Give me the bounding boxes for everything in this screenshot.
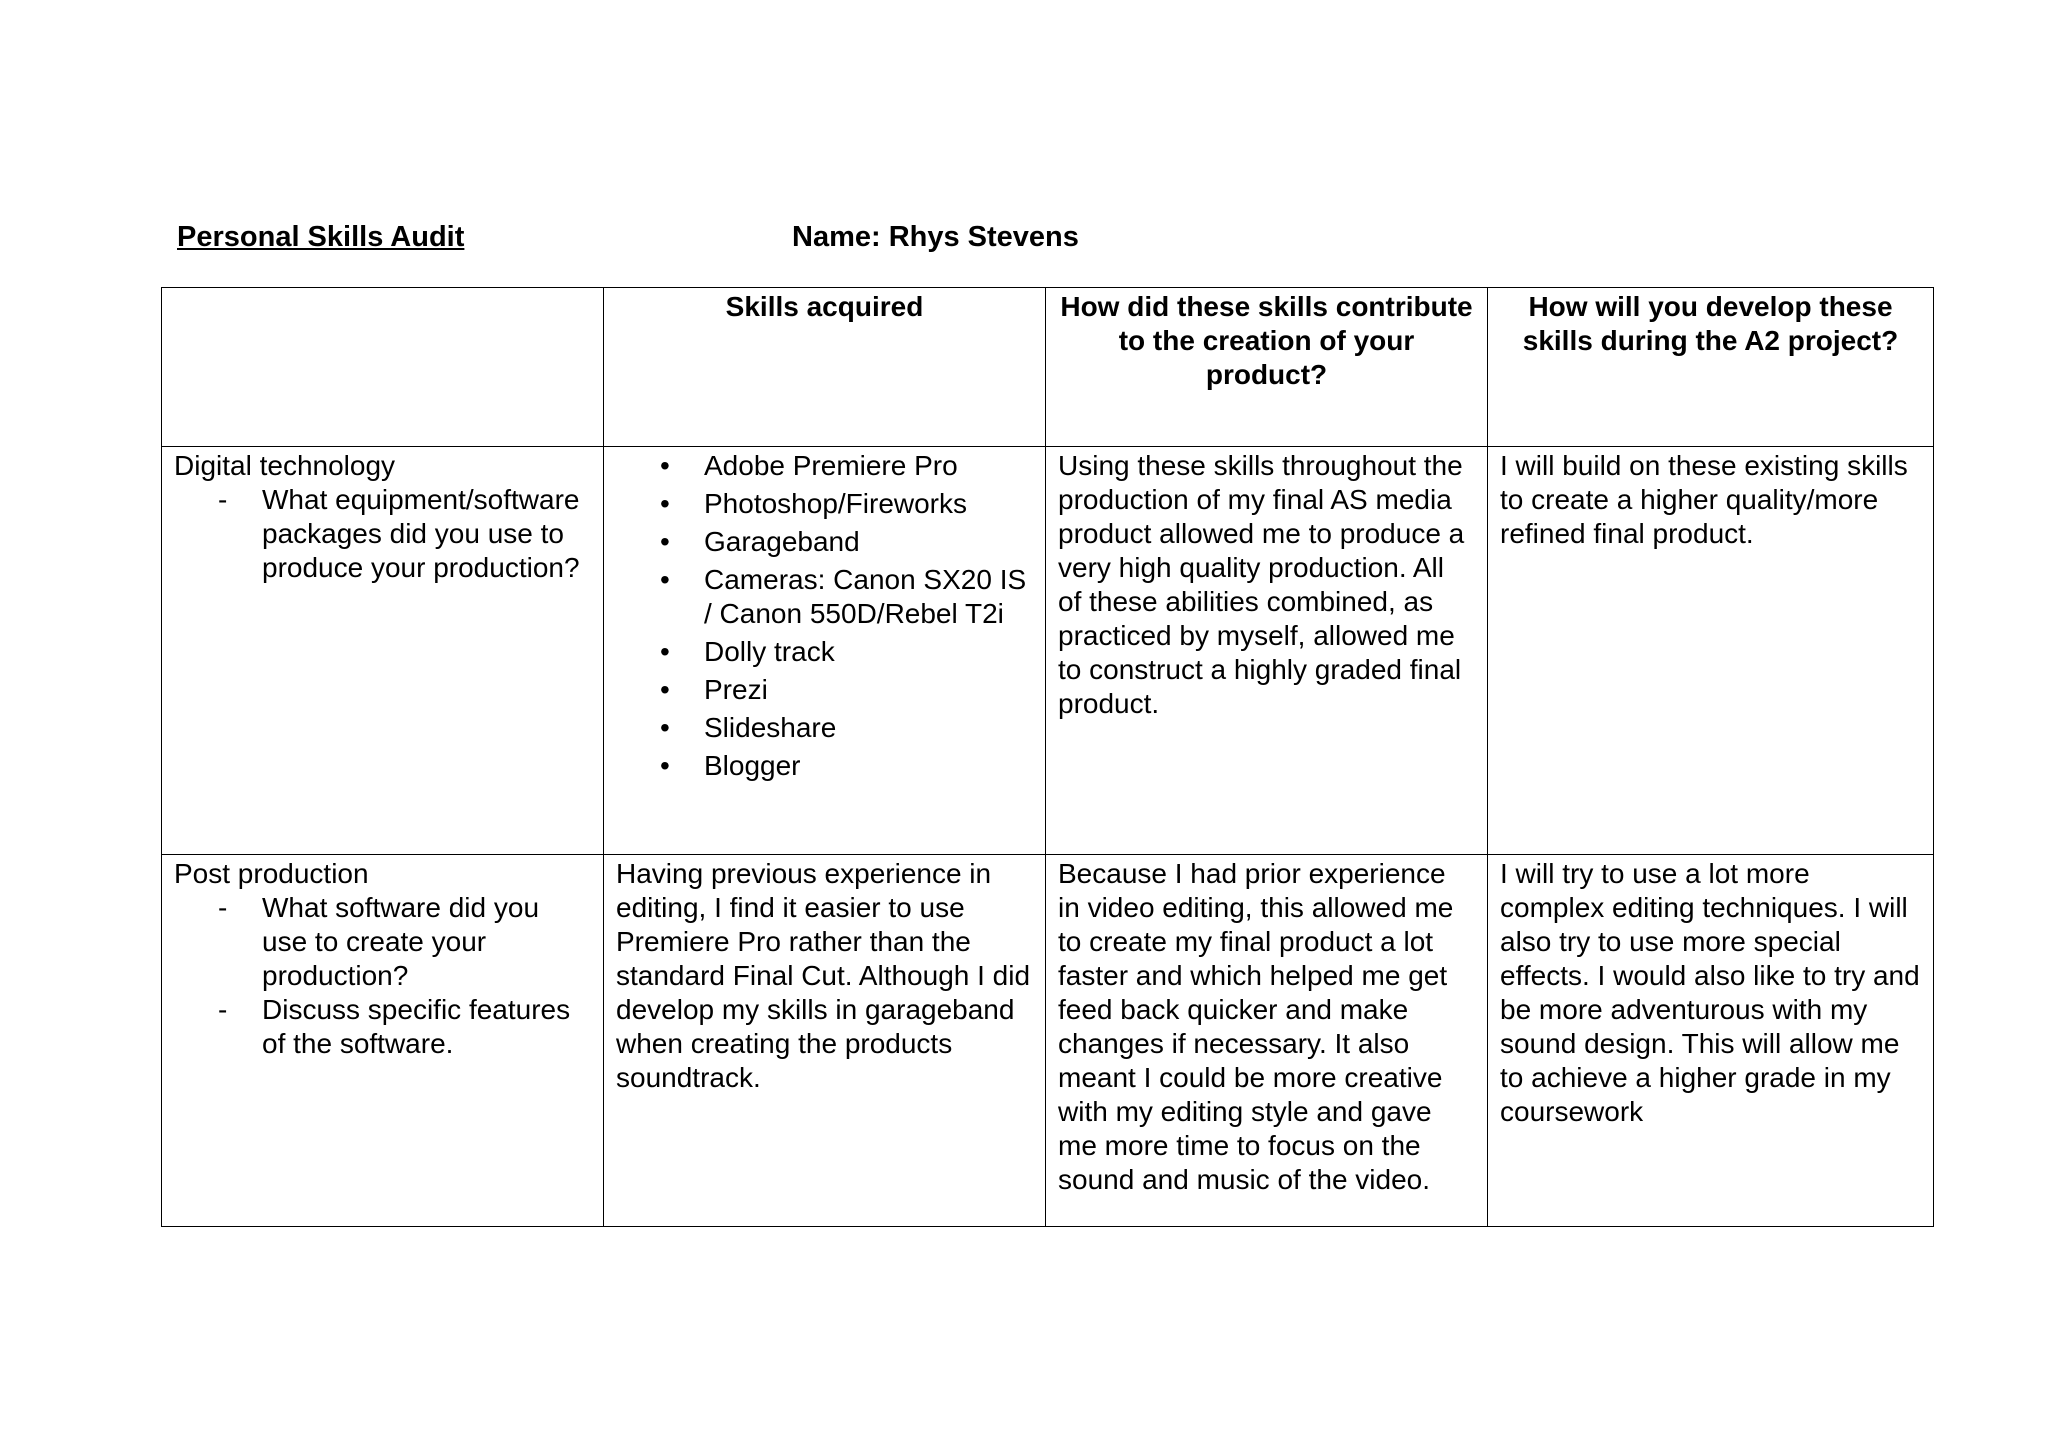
header-development: How will you develop these skills during the A2 project? <box>1488 288 1934 447</box>
skill-item: • Garageband <box>704 525 1033 559</box>
skills-cell: Having previous experience in editing, I find it easier to use Premiere Pro rather than the standard Final Cut. Although I did develop my skills in garageband when creating the products soundtrack. <box>604 855 1046 1227</box>
skills-cell <box>604 447 1046 855</box>
row-prompt-list <box>174 891 591 1061</box>
row-prompt-item: - What software did you use to create your production? <box>262 891 591 993</box>
header-cell-empty <box>162 288 604 447</box>
document-title: Personal Skills Audit <box>177 221 465 253</box>
skills-audit-table <box>161 287 1934 1227</box>
row-prompt-item: - Discuss specific features of the software. <box>262 993 591 1061</box>
student-name: Name: Rhys Stevens <box>792 221 1079 253</box>
table-header-row <box>162 288 1934 447</box>
skills-list <box>616 449 1033 783</box>
row-prompt-list <box>174 483 591 585</box>
row-label: Digital technology <box>174 450 396 481</box>
row-prompt-item: - What equipment/software packages did you use to produce your production? <box>262 483 591 585</box>
skill-item: • Photoshop/Fireworks <box>704 487 1033 521</box>
row-label: Post production <box>174 858 369 889</box>
skill-item: • Blogger <box>704 749 1033 783</box>
row-label-cell <box>162 855 604 1227</box>
skill-item: • Slideshare <box>704 711 1033 745</box>
contribution-cell: Because I had prior experience in video editing, this allowed me to create my final product a lot faster and which helped me get feed back quicker and make changes if necessary. It also meant I could be more creative with my editing style and gave me more time to focus on the sound and music of the video. <box>1046 855 1488 1227</box>
table-row-digital-technology <box>162 447 1934 855</box>
skill-item: • Adobe Premiere Pro <box>704 449 1033 483</box>
skill-item: • Prezi <box>704 673 1033 707</box>
table-row-post-production <box>162 855 1934 1227</box>
contribution-cell: Using these skills throughout the production of my final AS media product allowed me to produce a very high quality production. All of these abilities combined, as practiced by myself, allowed me to construct a highly graded final product. <box>1046 447 1488 855</box>
development-cell: I will build on these existing skills to create a higher quality/more refined final product. <box>1488 447 1934 855</box>
development-cell: I will try to use a lot more complex editing techniques. I will also try to use more special effects. I would also like to try and be more adventurous with my sound design. This will allow me to achieve a higher grade in my coursework <box>1488 855 1934 1227</box>
skill-item: • Dolly track <box>704 635 1033 669</box>
row-label-cell <box>162 447 604 855</box>
skill-item: • Cameras: Canon SX20 IS / Canon 550D/Rebel T2i <box>704 563 1033 631</box>
header-contribution: How did these skills contribute to the creation of your product? <box>1046 288 1488 447</box>
header-skills-acquired: Skills acquired <box>604 288 1046 447</box>
